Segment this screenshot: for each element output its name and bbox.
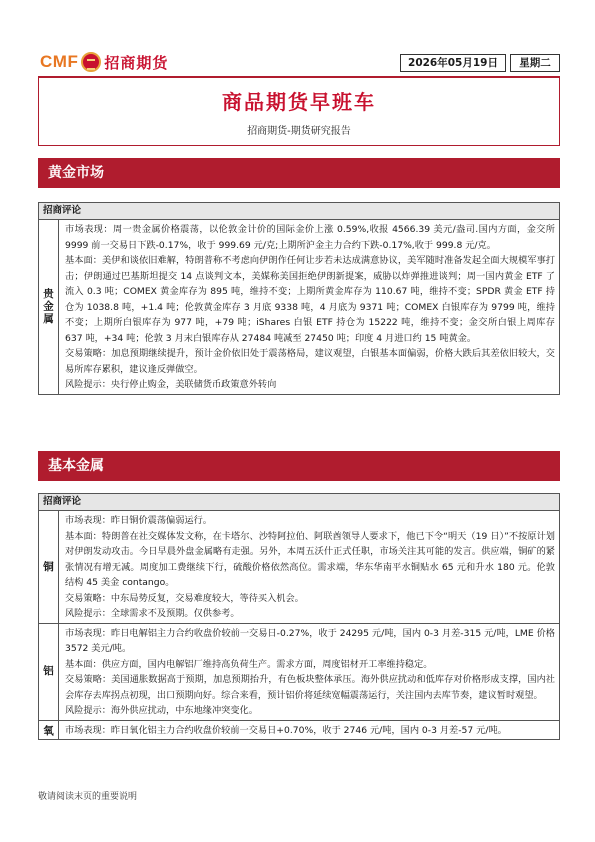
row-category: 铝 <box>39 624 59 720</box>
fundamentals-text: 基本面：特朗普在社交媒体发文称，在卡塔尔、沙特阿拉伯、阿联酋领导人要求下，他已下令“明天（19 日）”不按原计划对伊朗发动攻击。今日早晨外盘金属略有走强。另外，本周五沃什正式任职，市场关注其可能的发言。供应端，铜矿的紧张情况有增无减。周度加工费继续下行，硫酸价格依然高位。需求端，华东华南平水铜贴水 65 元和升水 180 元。伦敦结构 45 美金 contango。 <box>65 530 555 588</box>
table-header: 招商评论 <box>39 494 559 511</box>
base-metals-comment-table <box>38 493 560 740</box>
logo-cn-text: 招商期货 <box>104 53 169 72</box>
row-category: 铜 <box>39 511 59 623</box>
page-title: 商品期货早班车 <box>222 90 376 114</box>
risk-warning-text: 风险提示：央行停止购金，美联储货币政策意外转向 <box>65 379 277 390</box>
footer-disclaimer-note: 敬请阅读末页的重要说明 <box>38 792 138 802</box>
fundamentals-text: 基本面：供应方面，国内电解铝厂维持高负荷生产。需求方面，周度铝材开工率维持稳定。 <box>65 658 433 670</box>
page-subtitle: 招商期货-期货研究报告 <box>247 126 351 137</box>
row-content <box>59 220 559 394</box>
row-content <box>59 624 559 720</box>
fundamentals-text: 基本面：美伊和谈依旧难解，特朗普称不考虑向伊朗作任何让步若未达成满意协议，美军随时准备发起全面大规模军事打击；伊朗通过巴基斯坦提交 14 点谈判文本，美媒称美国拒绝伊朗新提案，威胁以炸弹推进谈判；周一国内黄金 ETF 了流入 0.3 吨；COMEX 黄金库存为 895 吨，维持不变；上期所黄金库存为 110.67 吨，维持不变；SPDR 黄金 ETF 持仓为 1038.8 吨，+1.4 吨；伦敦黄金库存 3 月底 9338 吨，4 月底为 9371 吨；COMEX 白银库存为 9799 吨，维持不变；上期所白银库存为 977 吨，+79 吨；iShares 白银 ETF 持仓为 15222 吨，维持不变；金交所白银上周库存 637 吨，+34 吨；伦敦 3 月末白银库存从 27484 吨减至 27450 吨；印度 4 月进口约 15 吨黄金。 <box>65 255 555 344</box>
section-title-base-metals: 基本金属 <box>38 451 560 481</box>
report-weekday: 星期二 <box>510 54 560 72</box>
report-date: 2026年05月19日 <box>400 54 506 72</box>
risk-warning-text: 风险提示：全球需求不及预期。仅供参考。 <box>65 608 240 619</box>
company-logo <box>40 51 168 73</box>
logo-badge-icon <box>81 52 101 72</box>
row-category: 贵金属 <box>39 220 59 394</box>
market-performance-text: 市场表现：昨日氧化铝主力合约收盘价较前一交易日+0.70%，收于 2746 元/吨，国内 0-3 月差-57 元/吨。 <box>65 724 507 736</box>
table-row <box>39 624 559 721</box>
market-performance-text: 市场表现：周一贵金属价格震荡，以伦敦金计价的国际金价上涨 0.59%,收报 4566.39 美元/盎司.国内方面，金交所 9999 前一交易日下跌-0.17%，收于 999.69 元/克;上期所沪金主力合约下跌-0.17%,收于 999.8 元/克。 <box>65 224 555 251</box>
table-row <box>39 721 559 740</box>
logo-cmf-text: CMF <box>40 52 79 71</box>
trading-strategy-text: 交易策略：中东局势反复，交易难度较大，等待买入机会。 <box>65 592 304 604</box>
row-content <box>59 721 559 740</box>
row-category: 氧 <box>39 721 59 740</box>
title-box <box>38 78 560 146</box>
gold-comment-table <box>38 202 560 395</box>
risk-warning-text: 风险提示：海外供应扰动，中东地缘冲突变化。 <box>65 705 258 716</box>
table-row <box>39 511 559 624</box>
table-header: 招商评论 <box>39 203 559 220</box>
market-performance-text: 市场表现：昨日电解铝主力合约收盘价较前一交易日-0.27%，收于 24295 元/吨，国内 0-3 月差-315 元/吨，LME 价格 3572 美元/吨。 <box>65 627 555 654</box>
trading-strategy-text: 交易策略：加息预期继续提升，预计金价依旧处于震荡格局，建议观望，白银基本面偏弱，价格大跌后其差依旧较大，交易所库存累积，建议逢反弹做空。 <box>65 348 555 375</box>
section-title-gold: 黄金市场 <box>38 158 560 188</box>
row-content <box>59 511 559 623</box>
table-row <box>39 220 559 394</box>
market-performance-text: 市场表现：昨日铜价震荡偏弱运行。 <box>65 515 212 526</box>
trading-strategy-text: 交易策略：美国通胀数据高于预期，加息预期抬升，有色板块整体承压。海外供应扰动和低库存对价格形成支撑，国内社会库存去库拐点初现，出口预期向好。综合来看，预计铝价将延续宽幅震荡运行，关注国内去库节奏，建议暂时观望。 <box>65 674 555 701</box>
